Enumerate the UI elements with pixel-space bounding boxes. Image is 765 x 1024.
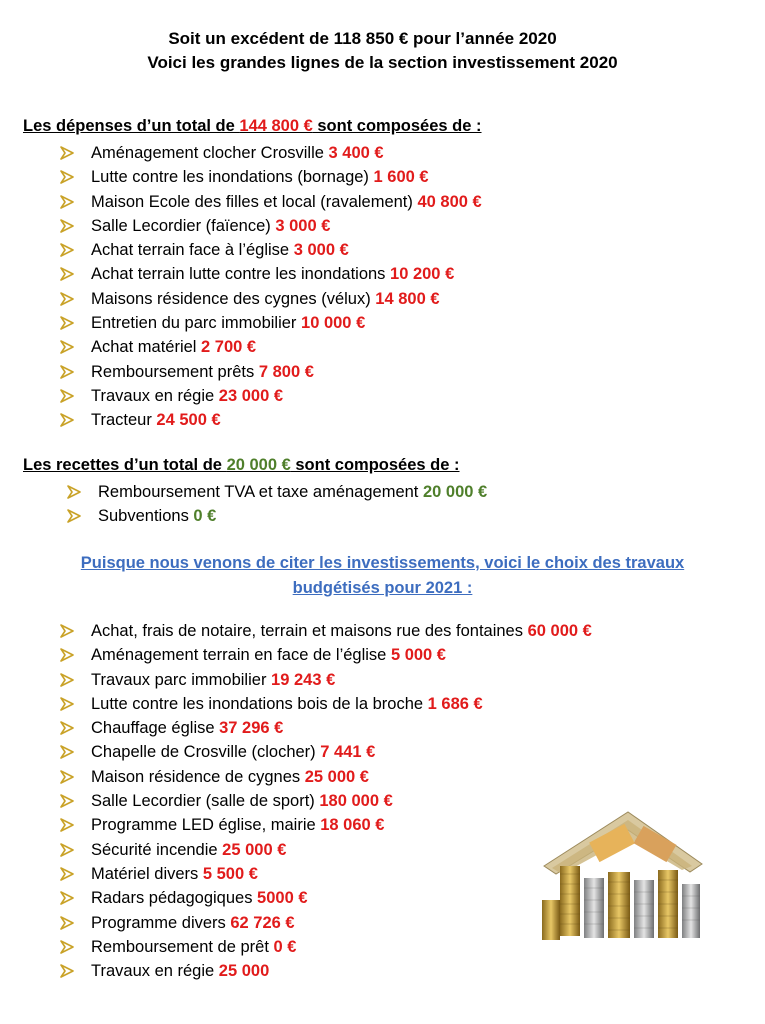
list-item: [91, 262, 482, 286]
item-label: Travaux parc immobilier: [91, 670, 272, 689]
item-label: Lutte contre les inondations (bornage): [91, 168, 374, 187]
list-item: [91, 935, 592, 959]
item-amount: 180 000 €: [319, 792, 393, 811]
item-label: Remboursement TVA et taxe aménagement: [98, 483, 423, 501]
item-amount: 18 060 €: [320, 816, 385, 835]
arrowhead-bullet-icon: [60, 195, 74, 209]
item-amount: 3 400 €: [328, 144, 384, 162]
item-amount: 10 000 €: [301, 314, 366, 333]
item-label: Remboursement de prêt: [91, 937, 274, 956]
recettes-list: [98, 480, 487, 529]
item-amount: 5 500 €: [202, 864, 258, 883]
arrowhead-bullet-icon: [60, 794, 74, 808]
item-amount: 62 726 €: [230, 913, 295, 932]
item-label: Matériel divers: [91, 864, 203, 883]
list-item: [91, 619, 592, 643]
item-label: Aménagement terrain en face de l’église: [91, 646, 391, 665]
arrowhead-bullet-icon: [60, 867, 74, 881]
arrowhead-bullet-icon: [60, 697, 74, 711]
item-amount: 37 296 €: [219, 719, 284, 738]
list-item: [91, 862, 592, 886]
depenses-heading-pre: Les dépenses d’un total de: [23, 117, 240, 135]
item-label: Chauffage église: [91, 719, 220, 738]
list-item: [91, 360, 482, 384]
item-label: Maisons résidence des cygnes (vélux): [91, 289, 376, 308]
travaux-2021-intro: [60, 551, 705, 601]
item-amount: 3 000 €: [275, 216, 331, 235]
arrowhead-bullet-icon: [60, 916, 74, 930]
item-label: Salle Lecordier (salle de sport): [91, 792, 320, 811]
arrowhead-bullet-icon: [60, 146, 74, 160]
item-amount: 10 200 €: [390, 265, 455, 284]
item-label: Tracteur: [91, 411, 157, 430]
arrowhead-bullet-icon: [60, 648, 74, 662]
item-label: Salle Lecordier (faïence): [91, 216, 276, 235]
item-label: Maison Ecole des filles et local (ravalement): [91, 192, 418, 211]
item-amount: 5000 €: [257, 889, 308, 908]
excedent-title: Soit un excédent de 118 850 € pour l’année 2020: [168, 29, 557, 48]
item-amount: 25 000: [218, 962, 270, 981]
arrowhead-bullet-icon: [60, 170, 74, 184]
recettes-total: 20 000 €: [226, 456, 291, 474]
list-item: [91, 384, 482, 408]
list-item: [91, 238, 482, 262]
item-label: Maison résidence de cygnes: [91, 767, 305, 786]
arrowhead-bullet-icon: [60, 818, 74, 832]
arrowhead-bullet-icon: [60, 770, 74, 784]
list-item: [91, 165, 482, 189]
list-item: [91, 911, 592, 935]
list-item: [91, 765, 592, 789]
item-amount: 25 000 €: [304, 767, 369, 786]
item-label: Sécurité incendie: [91, 840, 223, 859]
coin-house-image: [532, 808, 712, 958]
item-label: Subventions: [98, 507, 194, 526]
list-item: [91, 643, 592, 667]
item-amount: 0 €: [273, 937, 297, 956]
list-item: [91, 335, 482, 359]
arrowhead-bullet-icon: [60, 940, 74, 954]
item-label: Radars pédagogiques: [91, 889, 258, 908]
list-item: [91, 716, 592, 740]
item-amount: 3 000 €: [293, 241, 349, 260]
travaux-2021-intro-line2: budgétisés pour 2021 :: [292, 579, 473, 597]
item-amount: 7 441 €: [320, 743, 376, 762]
item-amount: 2 700 €: [201, 338, 257, 357]
arrowhead-bullet-icon: [60, 219, 74, 233]
list-item: [98, 480, 487, 504]
arrowhead-bullet-icon: [60, 340, 74, 354]
list-item: [91, 959, 592, 983]
list-item: [91, 287, 482, 311]
list-item: [91, 214, 482, 238]
arrowhead-bullet-icon: [60, 891, 74, 905]
section-investissement-title: Voici les grandes lignes de la section investissement 2020: [147, 53, 618, 72]
item-amount: 0 €: [193, 507, 217, 526]
recettes-heading-post: sont composées de :: [290, 456, 460, 474]
list-item: [91, 838, 592, 862]
item-amount: 7 800 €: [258, 362, 314, 381]
arrowhead-bullet-icon: [60, 413, 74, 427]
item-label: Programme LED église, mairie: [91, 816, 321, 835]
item-amount: 5 000 €: [390, 646, 446, 665]
item-label: Remboursement prêts: [91, 362, 259, 381]
arrowhead-bullet-icon: [60, 624, 74, 638]
depenses-heading-post: sont composées de :: [312, 117, 482, 135]
list-item: [91, 668, 592, 692]
item-amount: 40 800 €: [417, 192, 482, 211]
arrowhead-bullet-icon: [60, 673, 74, 687]
arrowhead-bullet-icon: [60, 316, 74, 330]
item-amount: 25 000 €: [222, 840, 287, 859]
list-item: [91, 190, 482, 214]
item-label: Achat terrain lutte contre les inondations: [91, 265, 391, 284]
list-item: [98, 504, 487, 528]
arrowhead-bullet-icon: [60, 243, 74, 257]
arrowhead-bullet-icon: [60, 292, 74, 306]
item-label: Travaux en régie: [91, 962, 219, 981]
item-label: Travaux en régie: [91, 386, 219, 405]
list-item: [91, 692, 592, 716]
arrowhead-bullet-icon: [60, 964, 74, 978]
item-label: Lutte contre les inondations bois de la broche: [91, 694, 428, 713]
depenses-heading: [23, 117, 482, 136]
item-amount: 19 243 €: [271, 670, 336, 689]
arrowhead-bullet-icon: [60, 365, 74, 379]
arrowhead-bullet-icon: [60, 267, 74, 281]
travaux-2021-list: [91, 619, 592, 983]
list-item: [91, 813, 592, 837]
item-amount: 23 000 €: [218, 386, 284, 405]
item-label: Chapelle de Crosville (clocher): [91, 743, 321, 762]
list-item: [91, 740, 592, 764]
item-label: Aménagement clocher Crosville: [91, 144, 329, 162]
item-label: Programme divers: [91, 913, 231, 932]
item-amount: 20 000 €: [422, 483, 488, 501]
arrowhead-bullet-icon: [60, 721, 74, 735]
item-amount: 14 800 €: [375, 289, 440, 308]
item-amount: 24 500 €: [156, 411, 221, 430]
travaux-2021-intro-line1: Puisque nous venons de citer les investissements, voici le choix des travaux: [80, 554, 685, 572]
arrowhead-bullet-icon: [60, 843, 74, 857]
item-label: Entretien du parc immobilier: [91, 314, 302, 333]
depenses-total: 144 800 €: [239, 117, 313, 135]
item-amount: 60 000 €: [527, 622, 592, 640]
list-item: [91, 408, 482, 432]
item-amount: 1 600 €: [373, 168, 429, 187]
depenses-list: [91, 141, 482, 433]
recettes-heading-pre: Les recettes d’un total de: [23, 456, 227, 474]
list-item: [91, 141, 482, 165]
list-item: [91, 789, 592, 813]
list-item: [91, 886, 592, 910]
list-item: [91, 311, 482, 335]
item-label: Achat, frais de notaire, terrain et maisons rue des fontaines: [91, 622, 528, 640]
arrowhead-bullet-icon: [60, 389, 74, 403]
recettes-heading: [23, 456, 460, 475]
item-label: Achat terrain face à l’église: [91, 241, 294, 260]
arrowhead-bullet-icon: [67, 509, 81, 523]
item-label: Achat matériel: [91, 338, 202, 357]
arrowhead-bullet-icon: [60, 745, 74, 759]
item-amount: 1 686 €: [427, 694, 483, 713]
arrowhead-bullet-icon: [67, 485, 81, 499]
